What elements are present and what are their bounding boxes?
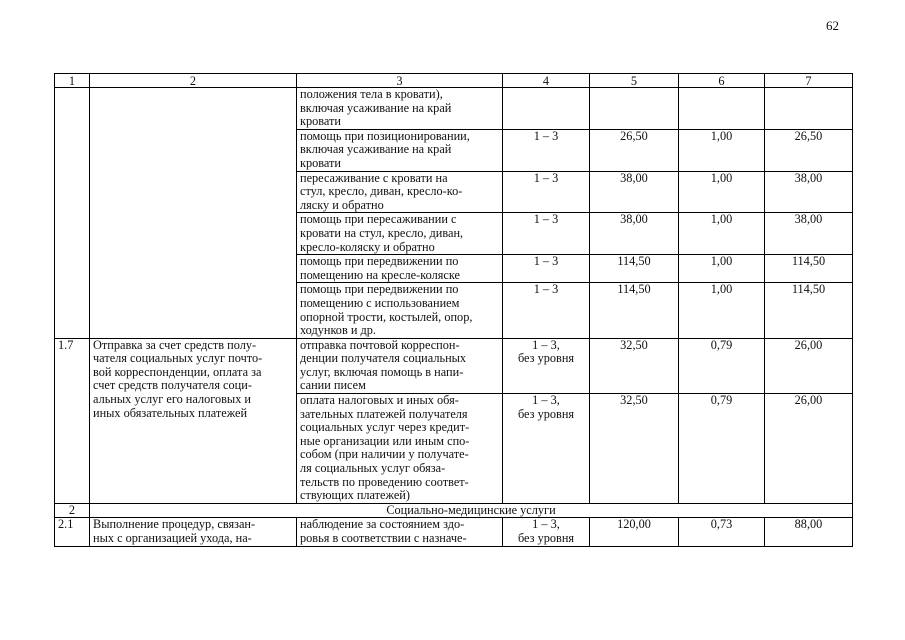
level-cell: 1 – 3: [503, 283, 590, 338]
table-row: [55, 338, 853, 393]
service-cell: помощь при позиционировании, включая усаживание на край кровати: [297, 129, 503, 171]
col-header: 4: [503, 74, 590, 88]
level-cell: 1 – 3, без уровня: [503, 518, 590, 546]
value-cell: 114,50: [765, 255, 853, 283]
value-cell: 26,00: [765, 394, 853, 504]
value-cell: 26,50: [590, 129, 679, 171]
level-cell: 1 – 3: [503, 171, 590, 213]
value-cell: 0,79: [679, 338, 765, 393]
num-cell: [55, 88, 90, 339]
value-cell: 32,50: [590, 338, 679, 393]
value-cell: 120,00: [590, 518, 679, 546]
value-cell: 1,00: [679, 171, 765, 213]
level-cell: 1 – 3: [503, 129, 590, 171]
value-cell: 38,00: [765, 213, 853, 255]
value-cell: 1,00: [679, 255, 765, 283]
level-cell: 1 – 3: [503, 255, 590, 283]
value-cell: 26,00: [765, 338, 853, 393]
service-cell: пересаживание с кровати на стул, кресло, диван, кресло-ко- ляску и обратно: [297, 171, 503, 213]
level-cell: 1 – 3, без уровня: [503, 338, 590, 393]
col-header: 6: [679, 74, 765, 88]
col-header: 2: [90, 74, 297, 88]
col-header: 3: [297, 74, 503, 88]
value-cell: 32,50: [590, 394, 679, 504]
service-cell: помощь при пересаживании с кровати на стул, кресло, диван, кресло-коляску и обратно: [297, 213, 503, 255]
table-row: [55, 518, 853, 546]
col-header: 7: [765, 74, 853, 88]
col-header: 1: [55, 74, 90, 88]
value-cell: 1,00: [679, 213, 765, 255]
value-cell: 114,50: [590, 255, 679, 283]
service-cell: отправка почтовой корреспон- денции получателя социальных услуг, включая помощь в напи- сании писем: [297, 338, 503, 393]
tariff-table: [54, 73, 853, 547]
value-cell: 38,00: [590, 171, 679, 213]
table-row: [55, 88, 853, 130]
value-cell: [590, 88, 679, 130]
value-cell: 1,00: [679, 283, 765, 338]
col-header: 5: [590, 74, 679, 88]
service-cell: помощь при передвижении по помещению с использованием опорной трости, костылей, опор, ходунков и др.: [297, 283, 503, 338]
num-cell: 1.7: [55, 338, 90, 503]
title-cell: Выполнение процедур, связан- ных с организацией ухода, на-: [90, 518, 297, 546]
service-cell: положения тела в кровати), включая усаживание на край кровати: [297, 88, 503, 130]
section-row: [55, 503, 853, 518]
value-cell: 0,79: [679, 394, 765, 504]
section-num: 2: [55, 503, 90, 518]
value-cell: [765, 88, 853, 130]
value-cell: 114,50: [765, 283, 853, 338]
level-cell: 1 – 3: [503, 213, 590, 255]
value-cell: 1,00: [679, 129, 765, 171]
value-cell: 88,00: [765, 518, 853, 546]
level-cell: [503, 88, 590, 130]
column-number-row: [55, 74, 853, 88]
service-cell: помощь при передвижении по помещению на кресле-коляске: [297, 255, 503, 283]
value-cell: 0,73: [679, 518, 765, 546]
page-number: 62: [826, 18, 839, 33]
value-cell: 38,00: [590, 213, 679, 255]
section-title: Социально-медицинские услуги: [90, 503, 853, 518]
value-cell: 26,50: [765, 129, 853, 171]
service-cell: наблюдение за состоянием здо- ровья в соответствии с назначе-: [297, 518, 503, 546]
service-cell: оплата налоговых и иных обя- зательных платежей получателя социальных услуг через кредит- ные организации или иным спо- собом (при наличии у получате- ля социальных услуг обяза- тельств по проведению соответ- ствующих платежей): [297, 394, 503, 504]
value-cell: 38,00: [765, 171, 853, 213]
value-cell: [679, 88, 765, 130]
level-cell: 1 – 3, без уровня: [503, 394, 590, 504]
value-cell: 114,50: [590, 283, 679, 338]
num-cell: 2.1: [55, 518, 90, 546]
title-cell: Отправка за счет средств полу- чателя социальных услуг почто- вой корреспонденции, оплата за счет средств получателя соци- альных услуг его налоговых и иных обязательных платежей: [90, 338, 297, 503]
title-cell: [90, 88, 297, 339]
